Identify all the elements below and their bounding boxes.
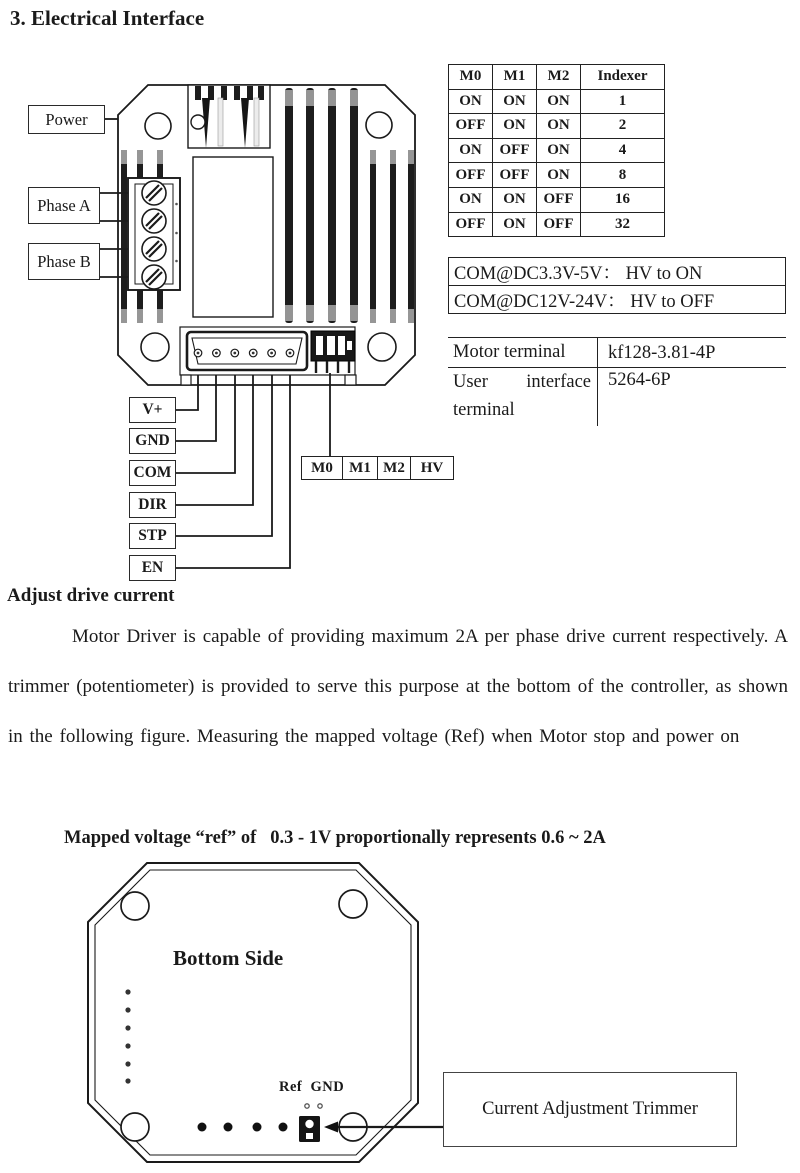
dip-label-hv: HV xyxy=(420,459,444,476)
col-m0: M0 xyxy=(449,65,493,90)
ref-gnd-label: Ref GND xyxy=(279,1079,345,1095)
bottom-side-title: Bottom Side xyxy=(173,946,284,970)
table-row xyxy=(448,338,786,368)
col-m2: M2 xyxy=(537,65,581,90)
terminal-table xyxy=(448,337,786,425)
table-row: ON ON OFF 16 xyxy=(449,187,665,212)
motor-terminal-top xyxy=(188,85,270,148)
power-label-box: Power xyxy=(28,105,105,134)
com-row-1: COM@DC3.3V-5V： HV to ON xyxy=(449,258,785,286)
table-row: ON OFF ON 4 xyxy=(449,138,665,163)
indexer-header-row xyxy=(449,65,665,90)
pin-label-stp: STP xyxy=(129,523,176,549)
dip-label-m1: M1 xyxy=(343,457,378,479)
adjust-drive-current-heading: Adjust drive current xyxy=(7,585,175,606)
dip-label-m2: M2 xyxy=(378,457,411,479)
pin-label-gnd: GND xyxy=(129,428,176,454)
pin-label-vplus: V+ xyxy=(129,397,176,423)
user-interface-terminal-label: User interface terminal xyxy=(453,372,591,420)
com-voltage-table xyxy=(448,257,786,314)
body-plate xyxy=(193,157,273,317)
page-title: 3. Electrical Interface xyxy=(10,6,205,30)
body-paragraph: Motor Driver is capable of providing maximum 2A per phase drive current respectively. A trimmer (potentiometer) is provided to serve this purpose at the bottom of the controller, as shown in the following figure. Measuring the mapped voltage (Ref) when Motor stop and power on xyxy=(8,626,788,747)
driver-top-view-diagram xyxy=(0,60,460,600)
col-m1: M1 xyxy=(493,65,537,90)
user-interface-terminal-value: 5264-6P xyxy=(608,370,671,390)
indexer-table xyxy=(448,64,665,237)
pin-label-com: COM xyxy=(129,460,176,486)
table-row: OFF ON ON 2 xyxy=(449,114,665,139)
motor-terminal-label: Motor terminal xyxy=(453,342,566,362)
terminal-table-divider xyxy=(597,338,598,426)
phase-b-label-box: Phase B xyxy=(28,243,100,280)
mapped-voltage-note: Mapped voltage “ref” of 0.3 - 1V proportionally represents 0.6 ~ 2A xyxy=(64,828,606,848)
table-row: OFF OFF ON 8 xyxy=(449,163,665,188)
motor-terminal-value: kf128-3.81-4P xyxy=(608,343,716,363)
table-row: ON ON ON 1 xyxy=(449,89,665,114)
table-row xyxy=(448,368,786,426)
current-adjustment-trimmer-callout: Current Adjustment Trimmer xyxy=(443,1072,737,1147)
pin-label-en: EN xyxy=(129,555,176,581)
current-trimmer xyxy=(299,1116,320,1142)
screw-terminal-block xyxy=(128,178,180,290)
pin-label-dir: DIR xyxy=(129,492,176,518)
com-row-2: COM@DC12V-24V： HV to OFF xyxy=(454,291,715,312)
dip-label-m0: M0 xyxy=(302,457,343,479)
phase-a-label-box: Phase A xyxy=(28,187,100,224)
dip-labels-strip xyxy=(301,456,454,480)
table-row: OFF ON OFF 32 xyxy=(449,212,665,237)
col-indexer: Indexer xyxy=(581,65,665,90)
